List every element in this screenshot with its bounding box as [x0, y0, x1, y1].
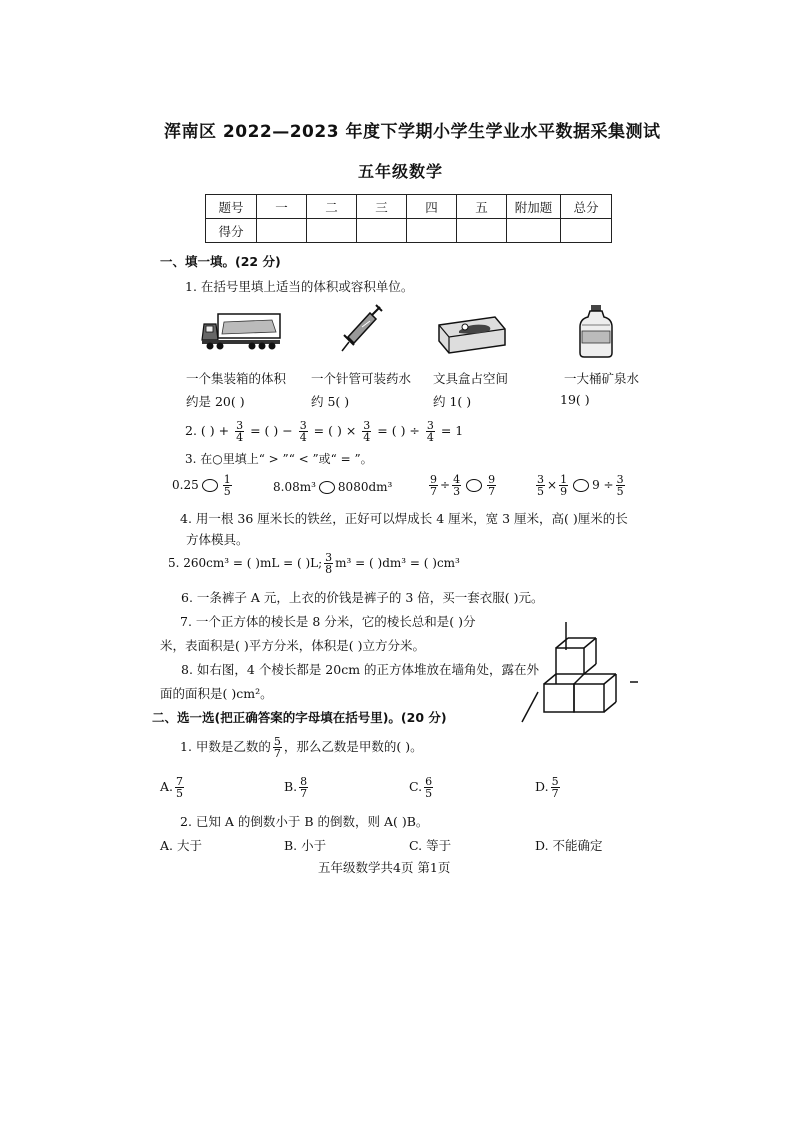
fraction: $\frac{1}{5}$ — [223, 473, 231, 498]
score-table-score-row — [206, 219, 612, 243]
q3-prompt: 3. 在○里填上“ > ”“ < ”或“ = ”。 — [185, 452, 373, 466]
s2-q2-option-d[interactable]: D. 不能确定 — [535, 838, 603, 853]
score-table-header-row — [206, 195, 612, 219]
s2-q2-option-c[interactable]: C. 等于 — [409, 838, 452, 853]
q1-item-line2[interactable]: 19( ) — [560, 392, 590, 407]
fraction: $\frac{5}{7}$ — [273, 735, 281, 760]
score-label-cell: 得分 — [206, 219, 257, 243]
exam-subtitle: 五年级数学 — [358, 162, 444, 181]
q2-seg-a[interactable]: ( ) + — [200, 423, 230, 438]
score-cell: 总分 — [561, 195, 612, 219]
q4-line2: 方体模具。 — [186, 532, 249, 547]
q2-number: 2. — [185, 423, 197, 438]
q1-item-line2[interactable]: 约 1( ) — [433, 394, 472, 409]
score-cell: 五 — [457, 195, 507, 219]
q1-prompt: 1. 在括号里填上适当的体积或容积单位。 — [185, 279, 414, 294]
fraction: $\frac{8}{7}$ — [300, 775, 308, 800]
score-blank-cell[interactable] — [407, 219, 457, 243]
q3-b-right: 8080dm³ — [337, 480, 393, 494]
fraction: $\frac{7}{5}$ — [176, 775, 184, 800]
fraction: $\frac{3}{8}$ — [325, 551, 333, 576]
q8-line1: 8. 如右图，4 个棱长都是 20cm 的正方体堆放在墙角处，露在外 — [181, 662, 540, 677]
q8-line2[interactable]: 面的面积是( )cm²。 — [160, 686, 273, 701]
score-blank-cell[interactable] — [507, 219, 561, 243]
section1-heading: 一、填一填。(22 分) — [160, 254, 281, 269]
water-bottle-icon — [578, 305, 614, 359]
exam-title: 浑南区 2022—2023 年度下学期小学生学业水平数据采集测试 — [164, 122, 661, 142]
corner-cubes-figure — [520, 620, 640, 730]
s2-q2-option-a[interactable]: A. 大于 — [160, 838, 202, 853]
score-blank-cell[interactable] — [257, 219, 307, 243]
fraction: $\frac{3}{5}$ — [616, 473, 624, 498]
q4-line1[interactable]: 4. 用一根 36 厘米长的铁丝，正好可以焊成长 4 厘米，宽 3 厘米，高( )厘米的长 — [180, 511, 628, 526]
score-blank-cell[interactable] — [457, 219, 507, 243]
truck-icon — [200, 310, 284, 352]
compare-circle[interactable] — [466, 479, 482, 492]
score-blank-cell[interactable] — [357, 219, 407, 243]
score-cell: 四 — [407, 195, 457, 219]
fraction: $\frac{3}{4}$ — [426, 419, 434, 444]
s2-q1-option-a[interactable]: A. $\frac{7}{5}$ — [160, 775, 184, 800]
q7-line2[interactable]: 米，表面积是( )平方分米，体积是( )立方分米。 — [160, 638, 425, 653]
score-cell: 一 — [257, 195, 307, 219]
section2-heading: 二、选一选(把正确答案的字母填在括号里)。(20 分) — [152, 710, 447, 725]
fraction: $\frac{1}{9}$ — [560, 473, 568, 498]
q7-line1[interactable]: 7. 一个正方体的棱长是 8 分米，它的棱长总和是( )分 — [180, 614, 476, 629]
score-cell: 二 — [307, 195, 357, 219]
q3-a-left: 0.25 — [172, 478, 199, 492]
q3-compare-a — [172, 474, 234, 497]
q1-item-line2[interactable]: 约 5( ) — [311, 394, 350, 409]
s2-q1-prompt[interactable]: 1. 甲数是乙数的 $\frac{5}{7}$ ，那么乙数是甲数的( )。 — [180, 735, 423, 760]
q1-item-line1: 一个针管可装药水 — [311, 371, 412, 386]
q6-question[interactable]: 6. 一条裤子 A 元，上衣的价钱是裤子的 3 倍，买一套衣服( )元。 — [181, 590, 544, 605]
q5-conversion[interactable]: 5. 260cm³ = ( )mL = ( )L; $\frac{3}{8}$ m³ = ( )dm³ = ( )cm³ — [168, 551, 460, 576]
score-table — [205, 194, 612, 243]
q3-compare-c: $\frac{9}{7}$ ÷ $\frac{4}{3}$ $\frac{9}{7}$ — [430, 473, 496, 498]
q2-equation — [185, 420, 463, 443]
compare-circle[interactable] — [202, 479, 218, 492]
score-blank-cell[interactable] — [307, 219, 357, 243]
q1-item-line1: 一个集装箱的体积 — [186, 371, 287, 386]
fraction: $\frac{5}{7}$ — [551, 775, 559, 800]
s2-q1-option-b[interactable]: B. $\frac{8}{7}$ — [284, 775, 308, 800]
q3-b-left: 8.08m³ — [273, 480, 316, 494]
fraction: $\frac{6}{5}$ — [425, 775, 433, 800]
q3-compare-b — [273, 480, 392, 494]
q2-seg-e: = 1 — [440, 423, 464, 438]
syringe-icon — [340, 305, 384, 355]
fraction: $\frac{9}{7}$ — [488, 473, 496, 498]
q1-item-line1: 文具盒占空间 — [433, 371, 509, 386]
s2-q1-option-c[interactable]: C. $\frac{6}{5}$ — [409, 775, 433, 800]
fraction: $\frac{3}{4}$ — [299, 419, 307, 444]
fraction: $\frac{3}{5}$ — [537, 473, 544, 498]
s2-q2-option-b[interactable]: B. 小于 — [284, 838, 327, 853]
score-cell: 题号 — [206, 195, 257, 219]
compare-circle[interactable] — [573, 479, 589, 492]
score-blank-cell[interactable] — [561, 219, 612, 243]
s2-q2-prompt[interactable]: 2. 已知 A 的倒数小于 B 的倒数，则 A( )B。 — [180, 814, 429, 829]
q1-item-line2[interactable]: 约是 20( ) — [186, 394, 245, 409]
fraction: $\frac{9}{7}$ — [430, 473, 437, 498]
pencil-case-icon — [435, 315, 507, 355]
q1-item-line1: 一大桶矿泉水 — [564, 371, 640, 386]
fraction: $\frac{3}{4}$ — [236, 419, 244, 444]
score-cell: 三 — [357, 195, 407, 219]
q2-seg-c[interactable]: = ( ) × — [313, 423, 357, 438]
compare-circle[interactable] — [319, 481, 335, 494]
q3-compare-d: $\frac{3}{5}$ × $\frac{1}{9}$ 9 ÷ $\frac{3}{5}$ — [537, 473, 624, 498]
fraction: $\frac{4}{3}$ — [453, 473, 461, 498]
q2-seg-d[interactable]: = ( ) ÷ — [377, 423, 420, 438]
page-footer: 五年级数学共4页 第1页 — [318, 860, 451, 875]
s2-q1-option-d[interactable]: D. $\frac{5}{7}$ — [535, 775, 559, 800]
score-cell: 附加题 — [507, 195, 561, 219]
q2-seg-b[interactable]: = ( ) − — [250, 423, 293, 438]
fraction: $\frac{3}{4}$ — [363, 419, 371, 444]
